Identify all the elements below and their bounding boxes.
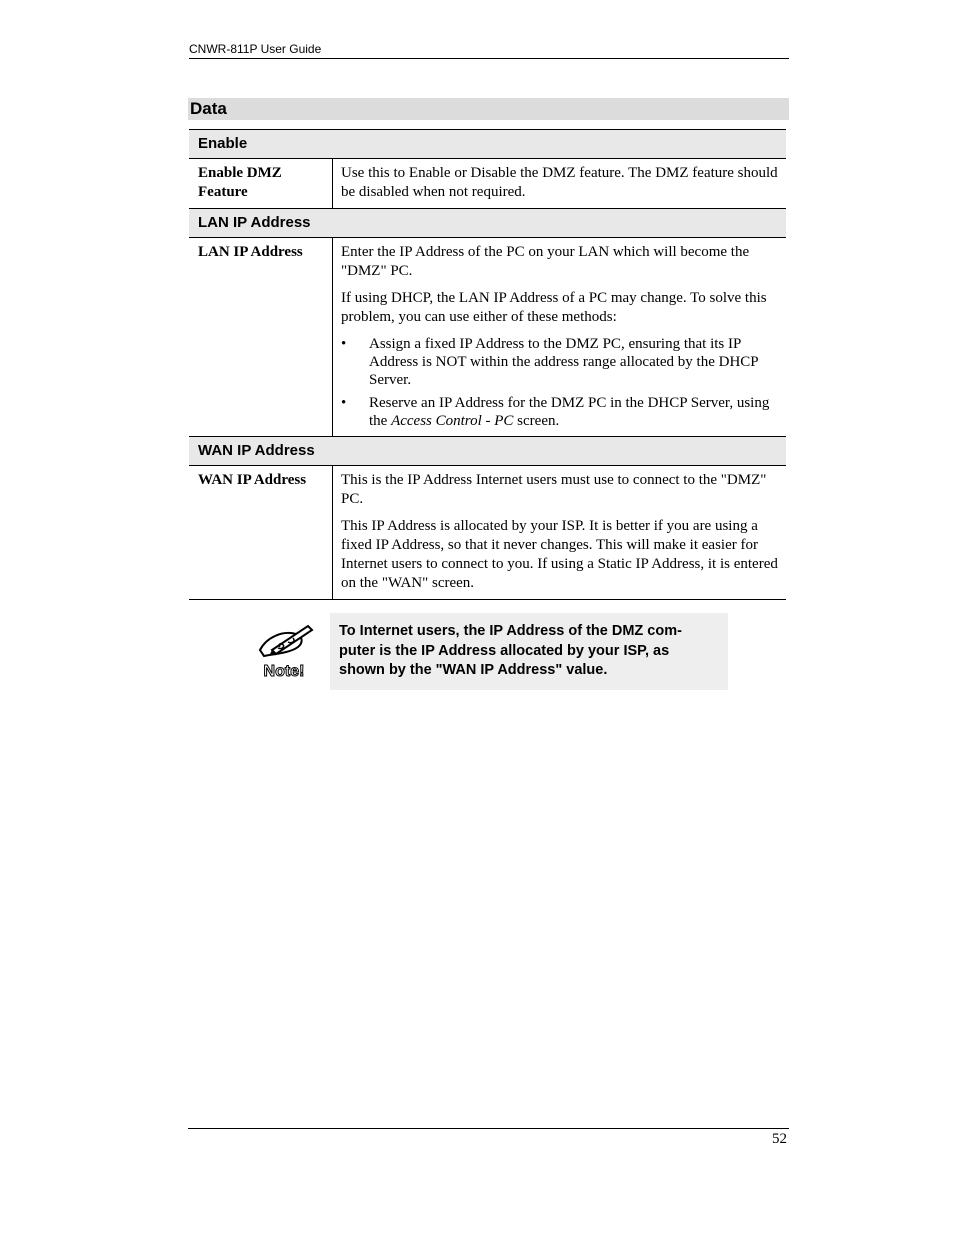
paragraph: This is the IP Address Internet users must use to connect to the "DMZ" PC.	[341, 472, 767, 507]
group-header-row	[189, 130, 786, 159]
section-title: Data	[188, 98, 789, 120]
term-wan-ip-address: WAN IP Address	[189, 466, 333, 600]
description-cell	[333, 159, 787, 209]
term-enable-dmz-feature: Enable DMZ Feature	[189, 159, 333, 209]
group-heading-wan-ip: WAN IP Address	[189, 437, 786, 466]
note-box	[330, 613, 728, 690]
note-label: Note!	[263, 663, 305, 680]
screen-name-emphasis: Access Control - PC	[391, 413, 514, 429]
paragraph: Enter the IP Address of the PC on your LAN which will become the "DMZ" PC.	[341, 244, 750, 279]
term-lan-ip-address: LAN IP Address	[189, 238, 333, 437]
note-pen-icon	[252, 620, 316, 680]
table-row	[189, 159, 786, 209]
description-cell	[333, 238, 787, 437]
bullet-item: • Reserve an IP Address for the DMZ PC in the DHCP Server, using the Access Control - PC screen.	[341, 394, 778, 430]
group-header-row	[189, 437, 786, 466]
note-text: To Internet users, the IP Address of the DMZ com-puter is the IP Address allocated by your ISP, as shown by the "WAN IP Address" value.	[339, 623, 682, 678]
table-row	[189, 466, 786, 600]
page-header	[189, 42, 789, 59]
paragraph: If using DHCP, the LAN IP Address of a PC may change. To solve this problem, you can use either of these methods:	[341, 290, 767, 325]
group-heading-enable: Enable	[189, 130, 786, 159]
bullet-item: • Assign a fixed IP Address to the DMZ PC, ensuring that its IP Address is NOT within the address range allocated by the DHCP Server.	[341, 335, 778, 389]
note-pen-icon-graphic	[252, 620, 316, 680]
parameter-table	[189, 129, 786, 600]
group-heading-lan-ip: LAN IP Address	[189, 209, 786, 238]
table-row	[189, 238, 786, 437]
header-title: CNWR-811P User Guide	[189, 42, 322, 56]
group-header-row	[189, 209, 786, 238]
paragraph: Use this to Enable or Disable the DMZ feature. The DMZ feature should be disabled when not required.	[341, 165, 778, 200]
paragraph: This IP Address is allocated by your ISP. It is better if you are using a fixed IP Address, so that it never changes. This will make it easier for Internet users to connect to you. If using a Static IP Address, it is entered on the "WAN" screen.	[341, 518, 778, 591]
footer-divider	[188, 1128, 789, 1129]
description-cell	[333, 466, 787, 600]
page-number: 52	[772, 1131, 787, 1147]
bullet-list	[341, 335, 778, 430]
